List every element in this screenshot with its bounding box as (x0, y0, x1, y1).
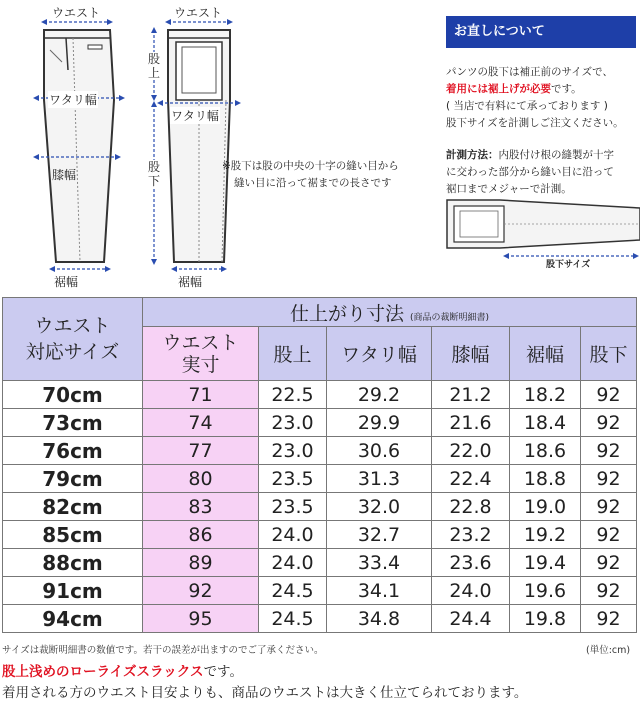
value-cell: 19.2 (510, 521, 581, 549)
value-cell: 92 (581, 549, 637, 577)
value-cell: 18.2 (510, 381, 581, 409)
size-cell: 91cm (3, 577, 143, 605)
method-line1 (446, 147, 614, 164)
value-cell: 22.4 (432, 465, 510, 493)
front-knee-label: 膝幅 (52, 168, 77, 182)
value-cell: 92 (143, 577, 259, 605)
size-cell: 79cm (3, 465, 143, 493)
value-cell: 23.5 (259, 493, 327, 521)
method-line2: に交わった部分から縫い目に沿って (446, 166, 614, 178)
value-cell: 21.6 (432, 409, 510, 437)
unit-note: (単位:cm) (586, 645, 631, 656)
value-cell: 95 (143, 605, 259, 633)
lowrise-highlight: 股上浅めのローライズスラックス (2, 664, 204, 680)
value-cell: 29.2 (327, 381, 432, 409)
group-note: (商品の裁断明細書) (410, 312, 490, 323)
value-cell: 18.4 (510, 409, 581, 437)
corner-line1: ウエスト (34, 315, 111, 337)
lowrise-rest: です。 (203, 664, 243, 680)
col-actual-line2: 実寸 (181, 353, 220, 376)
value-cell: 24.0 (259, 521, 327, 549)
value-cell: 22.8 (432, 493, 510, 521)
size-corner-header (3, 298, 143, 381)
col-rise: 股上 (259, 327, 327, 381)
back-hem-label: 裾幅 (178, 275, 203, 289)
col-hem: 裾幅 (510, 327, 581, 381)
table-row (3, 577, 637, 605)
lowrise-note (2, 660, 243, 680)
value-cell: 92 (581, 605, 637, 633)
value-cell: 92 (581, 381, 637, 409)
inseam-measure-drawing (447, 200, 640, 248)
value-cell: 23.0 (259, 437, 327, 465)
value-cell: 89 (143, 549, 259, 577)
size-cell: 94cm (3, 605, 143, 633)
value-cell: 21.2 (432, 381, 510, 409)
value-cell: 24.5 (259, 605, 327, 633)
size-table (2, 297, 637, 633)
method-line3: 裾口までメジャーで計測。 (446, 183, 572, 195)
value-cell: 23.6 (432, 549, 510, 577)
value-cell: 19.0 (510, 493, 581, 521)
notice-line4: 股下サイズを計測しご注文ください。 (446, 117, 624, 129)
col-watari: ワタリ幅 (327, 327, 432, 381)
value-cell: 71 (143, 381, 259, 409)
hemming-required-text: 着用には裾上げが必要 (446, 83, 551, 95)
size-cell: 88cm (3, 549, 143, 577)
value-cell: 92 (581, 493, 637, 521)
notice-title: お直しについて (446, 16, 636, 48)
notice-line2 (446, 81, 582, 98)
back-inseam-label: 股下 (147, 160, 160, 188)
size-cell: 73cm (3, 409, 143, 437)
value-cell: 22.0 (432, 437, 510, 465)
value-cell: 19.6 (510, 577, 581, 605)
value-cell: 74 (143, 409, 259, 437)
value-cell: 34.1 (327, 577, 432, 605)
col-knee: 膝幅 (432, 327, 510, 381)
back-waist-label: ウエスト (174, 6, 223, 20)
value-cell: 86 (143, 521, 259, 549)
value-cell: 23.2 (432, 521, 510, 549)
value-cell: 92 (581, 437, 637, 465)
value-cell: 92 (581, 521, 637, 549)
value-cell: 23.5 (259, 465, 327, 493)
fit-note: 着用される方のウエスト目安よりも、商品のウエストは大きく仕立てられております。 (2, 685, 528, 701)
value-cell: 92 (581, 465, 637, 493)
front-waist-label: ウエスト (52, 6, 101, 20)
value-cell: 92 (581, 409, 637, 437)
value-cell: 29.9 (327, 409, 432, 437)
col-inseam: 股下 (581, 327, 637, 381)
inseam-note-line1: ※股下は股の中央の十字の縫い目から (222, 160, 399, 172)
back-rise-label: 股上 (147, 52, 160, 80)
value-cell: 24.0 (432, 577, 510, 605)
front-hem-label: 裾幅 (54, 275, 79, 289)
back-pants-drawing (168, 30, 230, 262)
table-row (3, 521, 637, 549)
col-actual-line1: ウエスト (162, 331, 239, 354)
value-cell: 18.8 (510, 465, 581, 493)
value-cell: 77 (143, 437, 259, 465)
table-row (3, 493, 637, 521)
value-cell: 34.8 (327, 605, 432, 633)
size-cell: 85cm (3, 521, 143, 549)
value-cell: 32.0 (327, 493, 432, 521)
inseam-note-line2: 縫い目に沿って裾までの長さです (234, 177, 392, 189)
value-cell: 33.4 (327, 549, 432, 577)
value-cell: 92 (581, 577, 637, 605)
table-row (3, 409, 637, 437)
inseam-size-caption: 股下サイズ (546, 260, 591, 270)
method-text1: 内股付け根の縫製が十字 (498, 149, 614, 161)
value-cell: 23.0 (259, 409, 327, 437)
value-cell: 83 (143, 493, 259, 521)
value-cell: 18.6 (510, 437, 581, 465)
table-row (3, 465, 637, 493)
notice-line3: ( 当店で有料にて承っております ) (446, 100, 608, 112)
table-row (3, 549, 637, 577)
notice-line2-rest: です。 (551, 83, 582, 95)
value-cell: 22.5 (259, 381, 327, 409)
table-row (3, 381, 637, 409)
value-cell: 31.3 (327, 465, 432, 493)
value-cell: 19.8 (510, 605, 581, 633)
value-cell: 24.5 (259, 577, 327, 605)
value-cell: 24.0 (259, 549, 327, 577)
corner-line2: 対応サイズ (25, 341, 120, 363)
value-cell: 80 (143, 465, 259, 493)
value-cell: 30.6 (327, 437, 432, 465)
size-cell: 76cm (3, 437, 143, 465)
value-cell: 19.4 (510, 549, 581, 577)
col-waist-actual (143, 327, 259, 381)
size-cell: 70cm (3, 381, 143, 409)
value-cell: 32.7 (327, 521, 432, 549)
method-label: 計測方法： (446, 149, 499, 161)
size-cell: 82cm (3, 493, 143, 521)
table-row (3, 437, 637, 465)
size-footnote: サイズは裁断明細書の数値です。若干の誤差が出ますのでご了承ください。 (2, 645, 324, 656)
front-pants-drawing (44, 30, 114, 262)
finished-dimensions-header (143, 298, 637, 327)
back-watari-label: ワタリ幅 (171, 109, 219, 123)
notice-line1: パンツの股下は補正前のサイズで、 (446, 66, 613, 78)
front-watari-label: ワタリ幅 (49, 93, 97, 107)
table-row (3, 605, 637, 633)
value-cell: 24.4 (432, 605, 510, 633)
group-title: 仕上がり寸法 (289, 302, 404, 325)
